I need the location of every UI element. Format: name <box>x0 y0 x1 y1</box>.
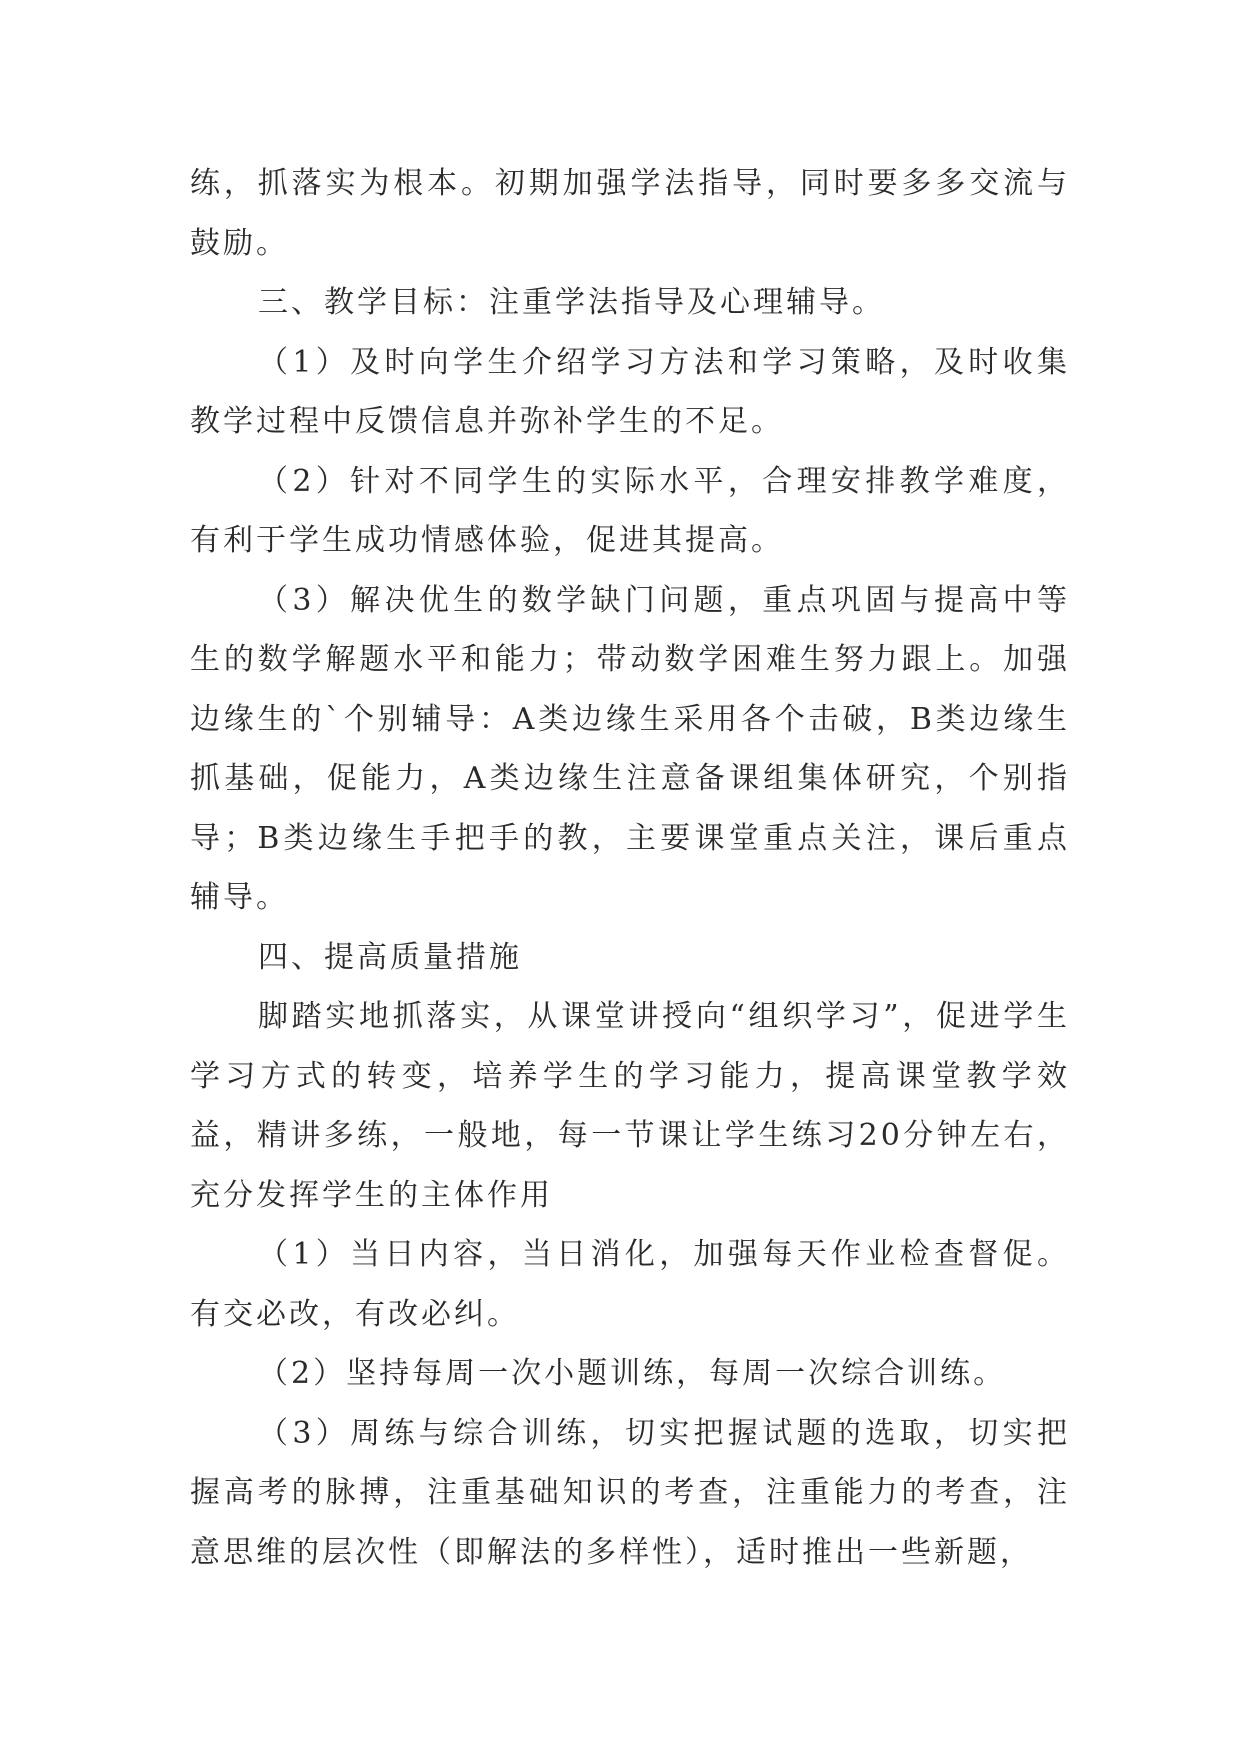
paragraph-goal-1: （1）及时向学生介绍学习方法和学习策略，及时收集教学过程中反馈信息并弥补学生的不足。 <box>190 344 1070 439</box>
paragraph-measure-3: （3）周练与综合训练，切实把握试题的选取，切实把握高考的脉搏，注重基础知识的考查，注重能力的考查，注意思维的层次性（即解法的多样性），适时推出一些新题， <box>190 1415 1070 1570</box>
section-heading-teaching-goals: 三、教学目标：注重学法指导及心理辅导。 <box>258 285 885 320</box>
paragraph-goal-3: （3）解决优生的数学缺门问题，重点巩固与提高中等生的数学解题水平和能力；带动数学困难生努力跟上。加强边缘生的`个别辅导：A类边缘生采用各个击破，B类边缘生抓基础，促能力，A类边缘生注意备课组集体研究，个别指导；B类边缘生手把手的教，主要课堂重点关注，课后重点辅导。 <box>190 582 1070 915</box>
paragraph-measure-1: （1）当日内容，当日消化，加强每天作业检查督促。有交必改，有改必纠。 <box>190 1237 1070 1332</box>
paragraph-measures-intro: 脚踏实地抓落实，从课堂讲授向“组织学习”，促进学生学习方式的转变，培养学生的学习能力，提高课堂教学效益，精讲多练，一般地，每一节课让学生练习20分钟左右，充分发挥学生的主体作用 <box>190 999 1070 1213</box>
document-body <box>190 154 1070 1582</box>
paragraph-continuation: 练，抓落实为根本。初期加强学法指导，同时要多多交流与鼓励。 <box>190 166 1070 261</box>
paragraph-measure-2: （2）坚持每周一次小题训练，每周一次综合训练。 <box>258 1356 1007 1391</box>
section-heading-quality-measures: 四、提高质量措施 <box>258 939 522 975</box>
paragraph-goal-2: （2）针对不同学生的实际水平，合理安排教学难度，有利于学生成功情感体验，促进其提高。 <box>190 463 1070 558</box>
